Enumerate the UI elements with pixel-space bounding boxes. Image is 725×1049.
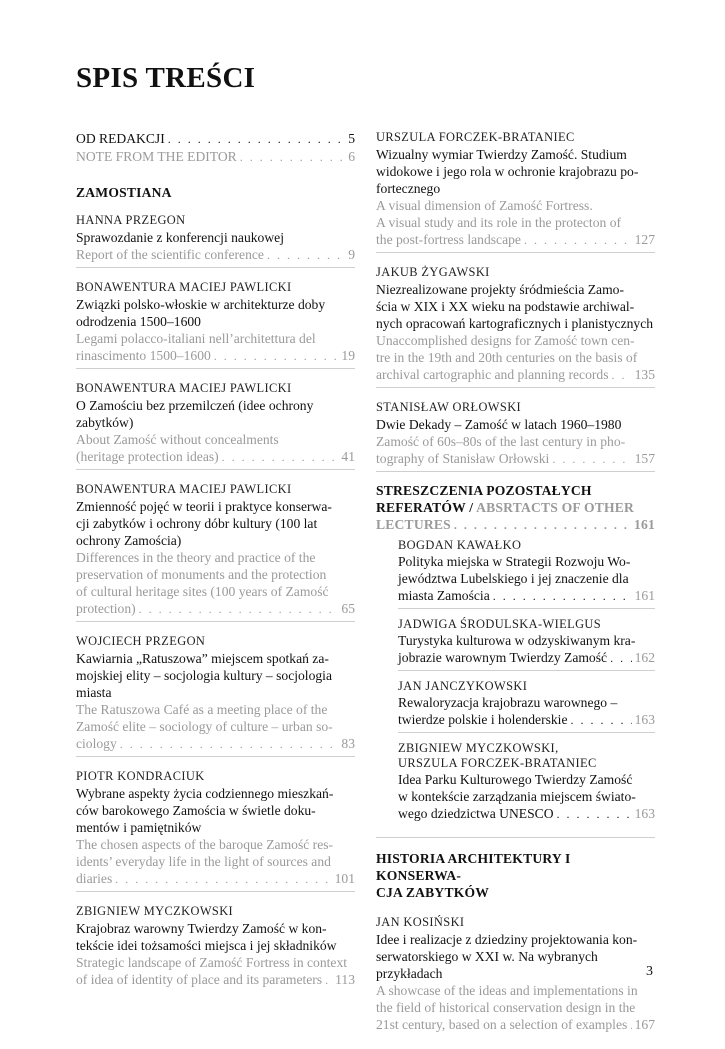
entry-polish-title-line: Polityka miejska w Strategii Rozwoju Wo- [398, 554, 631, 569]
entry-author: PIOTR KONDRACIUK [76, 769, 205, 783]
entry-polish-title-line: O Zamościu bez przemilczeń (idee ochrony [76, 398, 314, 413]
entry-english-title-line: Unaccomplished designs for Zamość town cen- [376, 333, 635, 348]
toc-entry-editor-note-en[interactable] [76, 148, 355, 166]
leader-dots [115, 871, 331, 888]
toc-entry[interactable] [76, 904, 355, 992]
entry-english-title-line: Differences in the theory and practice of the [76, 550, 316, 565]
entry-english-title-last-line [376, 450, 655, 468]
entry-polish-title-line: Wybrane aspekty życia codziennego mieszkań- [76, 786, 334, 801]
entry-english-title-line: of cultural heritage sites (100 years of Zamość [76, 584, 329, 599]
entry-polish-title-last-line [398, 711, 655, 729]
leader-dots [222, 449, 339, 466]
summary-item[interactable] [398, 679, 655, 733]
entry-english-title-last-line [76, 600, 355, 618]
entry-author: JADWIGA ŚRODULSKA-WIELGUS [398, 617, 602, 631]
page-number: 163 [634, 806, 655, 821]
entry-english-title-line: tre in the 19th and 20th centuries on the basis of [376, 350, 638, 365]
entry-polish-title-line: fortecznego [376, 181, 441, 196]
entry-english-title-last-line [376, 231, 655, 249]
toc-entry[interactable] [376, 130, 655, 253]
entry-polish-title-line: Wizualny wymiar Twierdzy Zamość. Studium [376, 147, 627, 162]
entry-polish-title-line: Rewaloryzacja krajobrazu warownego – [398, 695, 618, 710]
entry-english-title-line: preservation of monuments and the protection [76, 567, 327, 582]
leader-dots [267, 247, 345, 264]
entry-english-title-line: Strategic landscape of Zamość Fortress in context [76, 955, 348, 970]
entry-english-title-last-line [76, 870, 355, 888]
leader-dots [571, 712, 632, 729]
page-number: 167 [634, 1017, 655, 1032]
page-number-footer: 3 [646, 964, 653, 979]
entry-english-title-line: A visual study and its role in the protecton of [376, 215, 622, 230]
entry-polish-title-line: jewództwa Lubelskiego i jej znaczenie dla [398, 571, 629, 586]
page-number: 65 [341, 601, 355, 616]
leader-dots [325, 972, 332, 989]
leader-dots [120, 736, 339, 753]
toc-right-column [376, 130, 655, 1049]
toc-entry[interactable] [76, 213, 355, 268]
entry-author: JAKUB ŻYGAWSKI [376, 265, 490, 279]
entry-title: jobrazie warownym Twierdzy Zamość [398, 650, 608, 665]
entry-polish-title-line: widokowe i jego rola w ochronie krajobrazu po- [376, 164, 639, 179]
page-number: 101 [334, 871, 355, 886]
entry-title: wego dziedzictwa UNESCO [398, 806, 554, 821]
toc-entry[interactable] [76, 381, 355, 470]
leader-dots [240, 149, 345, 166]
entry-author: BONAWENTURA MACIEJ PAWLICKI [76, 482, 292, 496]
entry-english-title-last-line [76, 347, 355, 365]
entry-title: (heritage protection ideas) [76, 449, 219, 464]
leader-dots [454, 517, 631, 534]
entry-english-title-line: The chosen aspects of the baroque Zamość res- [76, 837, 334, 852]
toc-left-column [76, 130, 355, 1004]
section-heading-summaries[interactable]: STRESZCZENIA POZOSTAŁYCH REFERATÓW / ABSRTACTS OF OTHER LECTURES . . . 161 [376, 482, 655, 534]
leader-dots [610, 650, 632, 667]
entry-english-title-line: A showcase of the ideas and implementations in [376, 983, 638, 998]
toc-entry[interactable] [376, 915, 655, 1037]
entry-polish-title-line: mentów i pamiętników [76, 820, 202, 835]
summary-items-list [376, 538, 655, 826]
entry-english-title-last-line [76, 448, 355, 466]
leader-dots [524, 232, 632, 249]
entry-title: protection) [76, 601, 136, 616]
entry-title: tography of Stanisław Orłowski [376, 451, 550, 466]
leader-dots [168, 131, 345, 148]
summary-item[interactable] [398, 538, 655, 609]
entry-author: BONAWENTURA MACIEJ PAWLICKI [76, 381, 292, 395]
entry-polish-title-line: Idea Parku Kulturowego Twierdzy Zamość [398, 772, 633, 787]
toc-entries-list [376, 130, 655, 472]
entry-author: ZBIGNIEW MYCZKOWSKI, [398, 741, 559, 755]
leader-dots [612, 367, 632, 384]
summaries-section [376, 482, 655, 838]
entry-polish-title-line: cji zabytków i ochrony dóbr kultury (100 lat [76, 516, 318, 531]
entry-title: diaries [76, 871, 113, 886]
leader-dots [630, 1017, 631, 1034]
entry-title: ciology [76, 736, 117, 751]
leader-dots [493, 588, 632, 605]
page-number: 5 [348, 131, 355, 146]
entry-english-title-line: About Zamość without concealments [76, 432, 279, 447]
leader-dots [557, 806, 632, 823]
entry-title: the post-fortress landscape [376, 232, 521, 247]
leader-dots [139, 601, 339, 618]
toc-entries-list [76, 213, 355, 992]
entry-polish-title-line: ochrony Zamościa) [76, 533, 182, 548]
entry-polish-title-line: Niezrealizowane projekty śródmieścia Zamo- [376, 282, 624, 297]
entry-english-title-line: idents’ everyday life in the light of sources and [76, 854, 331, 869]
toc-entry[interactable] [376, 265, 655, 388]
entry-author: BONAWENTURA MACIEJ PAWLICKI [76, 280, 292, 294]
toc-entry[interactable] [76, 769, 355, 892]
page-number: 127 [634, 232, 655, 247]
entry-polish-title-line: nych opracowań kartograficznych i planistycznych [376, 316, 654, 331]
entry-english-title-line: A visual dimension of Zamość Fortress. [376, 198, 593, 213]
entry-author: URSZULA FORCZEK-BRATANIEC [376, 130, 575, 144]
entry-polish-title-line: w kontekście zarządzania miejscem świato- [398, 789, 636, 804]
toc-entry-editor-note-pl[interactable] [76, 130, 355, 148]
summary-item[interactable] [398, 617, 655, 671]
entry-polish-title-line: ścia w XIX i XX wieku na podstawie archiwal- [376, 299, 635, 314]
entry-title: miasta Zamościa [398, 588, 490, 603]
entry-polish-title-last-line [398, 649, 655, 667]
page-number: 161 [634, 517, 655, 532]
entry-title: Report of the scientific conference [76, 247, 264, 262]
entry-title: rinascimento 1500–1600 [76, 348, 211, 363]
entry-polish-title-line: Zmienność pojęć w teorii i praktyce konserwa- [76, 499, 332, 514]
entry-polish-title-line: Dwie Dekady – Zamość w latach 1960–1980 [376, 417, 622, 432]
entry-polish-title-line: Krajobraz warowny Twierdzy Zamość w kon- [76, 921, 327, 936]
section-heading-history: HISTORIA ARCHITEKTURY I KONSERWA- CJA ZABYTKÓW [376, 851, 571, 900]
entry-english-title-line: the field of historical conservation design in the [376, 1000, 636, 1015]
entry-title: twierdze polskie i holenderskie [398, 712, 568, 727]
entry-english-title-last-line [76, 735, 355, 753]
entry-polish-title-line: Idee i realizacje z dziedziny projektowania kon- [376, 932, 638, 947]
entry-polish-title-line: Związki polsko-włoskie w architekturze doby [76, 297, 326, 312]
entry-title: NOTE FROM THE EDITOR [76, 149, 237, 164]
section-heading-zamostiana: ZAMOSTIANA [76, 185, 172, 200]
entry-polish-title-line: zabytków) [76, 415, 134, 430]
entry-polish-title-line: Turystyka kulturowa w odzyskiwanym kra- [398, 633, 636, 648]
entry-polish-title-last-line [398, 587, 655, 605]
page-number: 19 [341, 348, 355, 363]
entry-title: of idea of identity of place and its parameters [76, 972, 323, 987]
page-number: 113 [335, 972, 355, 987]
entry-author: HANNA PRZEGON [76, 213, 186, 227]
entry-author: JAN KOSIŃSKI [376, 915, 465, 929]
entry-polish-title-line: serwatorskiego w XXI w. Na wybranych przykładach [376, 949, 598, 981]
entry-author: STANISŁAW ORŁOWSKI [376, 400, 522, 414]
page-number: 83 [341, 736, 355, 751]
entry-english-title-line: Legami polacco-italiani nell’architettura del [76, 331, 316, 346]
entry-title: archival cartographic and planning records [376, 367, 609, 382]
entry-english-title-line: The Ratuszowa Café as a meeting place of the [76, 702, 328, 717]
toc-entry[interactable] [76, 634, 355, 757]
toc-entry[interactable] [376, 400, 655, 472]
entry-author: URSZULA FORCZEK-BRATANIEC [398, 756, 597, 770]
page-number: 163 [634, 712, 655, 727]
toc-entry[interactable] [76, 280, 355, 369]
entry-english-title-line: Zamość elite – sociology of culture – urban so- [76, 719, 333, 734]
page-title: SPIS TREŚCI [76, 62, 256, 94]
entry-english-title-last-line: 21st century, based on a selection of examples . . . 167 [376, 1016, 655, 1034]
entry-polish-title-line: Kawiarnia „Ratuszowa” miejscem spotkań za- [76, 651, 329, 666]
entry-english-title-last-line [76, 246, 355, 264]
entry-english-title-last-line [376, 366, 655, 384]
entry-polish-title-last-line [398, 805, 655, 823]
summary-item[interactable] [398, 741, 655, 826]
entry-english-title-line: Zamość of 60s–80s of the last century in pho- [376, 434, 626, 449]
page-number: 157 [634, 451, 655, 466]
page-number: 9 [348, 247, 355, 262]
page-number: 41 [341, 449, 355, 464]
entry-polish-title-line: mojskiej elity – socjologia kultury – socjologia [76, 668, 332, 683]
page-number: 6 [348, 149, 355, 164]
page-number: 162 [634, 650, 655, 665]
entry-polish-title-line: Sprawozdanie z konferencji naukowej [76, 230, 284, 245]
entry-polish-title-line: miasta [76, 685, 112, 700]
entry-english-title-last-line [76, 971, 355, 989]
entry-polish-title-line: ców barokowego Zamościa w świetle doku- [76, 803, 316, 818]
page-number: 135 [634, 367, 655, 382]
entry-author: WOJCIECH PRZEGON [76, 634, 206, 648]
entry-author: JAN JANCZYKOWSKI [398, 679, 528, 693]
page-number: 161 [634, 588, 655, 603]
history-section [376, 850, 655, 1037]
entry-polish-title-line: tekście idei tożsamości miejsca i jej składników [76, 938, 337, 953]
leader-dots [552, 451, 631, 468]
entry-title: OD REDAKCJI [76, 131, 165, 146]
entry-author: BOGDAN KAWAŁKO [398, 538, 522, 552]
toc-entry[interactable] [76, 482, 355, 622]
entry-author: ZBIGNIEW MYCZKOWSKI [76, 904, 234, 918]
leader-dots [214, 348, 339, 365]
entry-polish-title-line: odrodzenia 1500–1600 [76, 314, 201, 329]
